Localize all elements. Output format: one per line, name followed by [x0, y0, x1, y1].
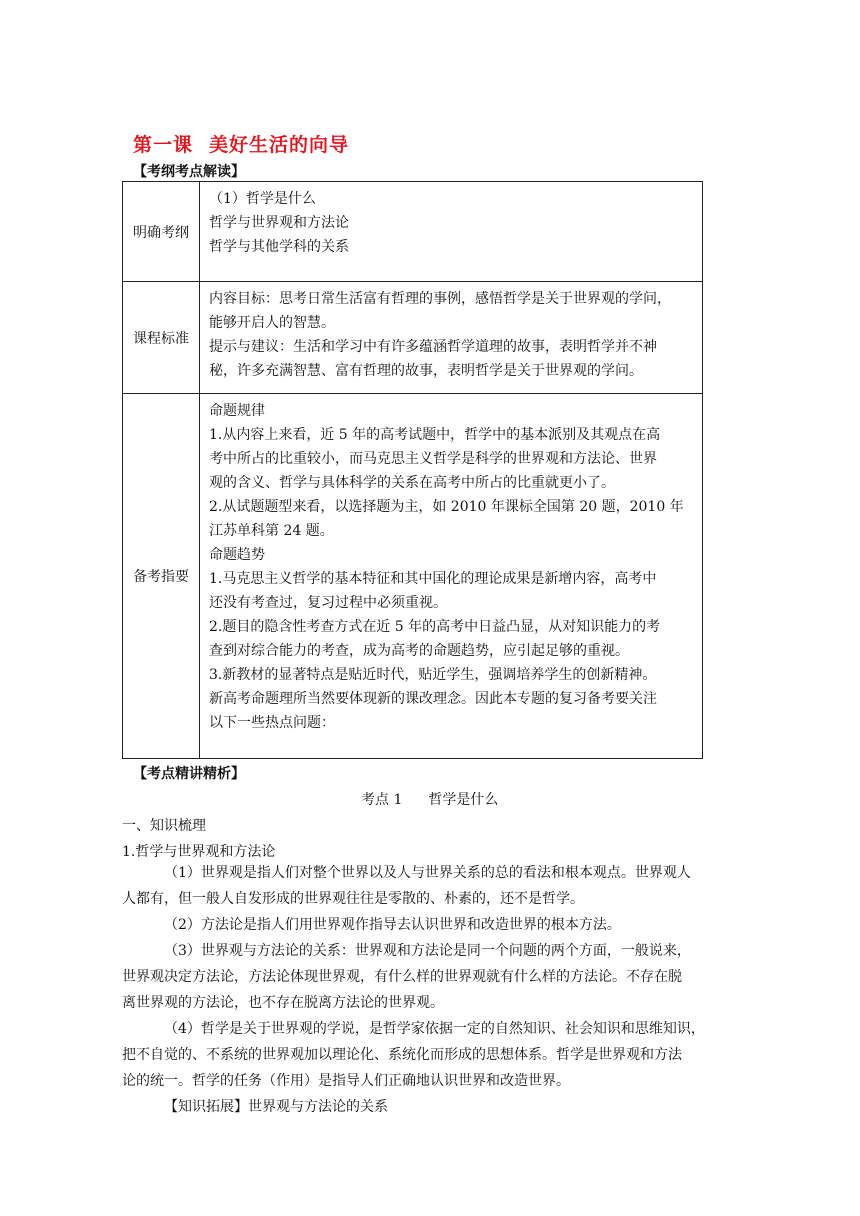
row-label: 课程标准	[123, 282, 200, 394]
lesson-number: 第一课	[133, 134, 194, 156]
lesson-name: 美好生活的向导	[209, 134, 350, 156]
extension-text: 世界观与方法论的关系	[248, 1099, 388, 1115]
kaodian-name: 哲学是什么	[428, 792, 499, 808]
section-heading-syllabus: 【考纲考点解读】	[133, 164, 245, 180]
section-heading-analysis: 【考点精讲精析】	[133, 766, 245, 782]
row-content: （1）哲学是什么 哲学与世界观和方法论 哲学与其他学科的关系	[200, 182, 703, 282]
paragraph: （4）哲学是关于世界观的学说，是哲学家依据一定的自然知识、社会知识和思维知识， 把不自觉的、不系统的世界观加以理论化、系统化而形成的思想体系。哲学是世界观和方法 论的统一。哲学的任务（作用）是指导人们正确地认识世界和改造世界。	[122, 1021, 705, 1089]
row-label: 备考指要	[123, 394, 200, 759]
kaodian-number: 考点 1	[361, 792, 403, 808]
kaodian-heading	[361, 789, 498, 809]
table-row	[123, 394, 703, 759]
zhishi-heading: 一、知识梳理	[122, 818, 206, 834]
paragraph: （1）世界观是指人们对整个世界以及人与世界关系的总的看法和根本观点。世界观人 人都有，但一般人自发形成的世界观往往是零散的、朴素的，还不是哲学。	[122, 865, 691, 907]
subheading: 1.哲学与世界观和方法论	[122, 844, 276, 860]
lesson-title	[133, 130, 349, 157]
paragraph: （2）方法论是指人们用世界观作指导去认识世界和改造世界的根本方法。	[164, 917, 621, 933]
row-label: 明确考纲	[123, 182, 200, 282]
row-content: 命题规律 1.从内容上来看，近 5 年的高考试题中，哲学中的基本派别及其观点在高 考中所占的比重较小，而马克思主义哲学是科学的世界观和方法论、世界 观的含义、哲学与具体科学的关系在高考中所占的比重就更小了。 2.从试题题型来看，以选择题为主，如 2010 年课标全国第 20 题，2010 年 江苏单科第 24 题。 命题趋势 1.马克思主义哲学的基本特征和其中国化的理论成果是新增内容，高考中 还没有考查过，复习过程中必须重视。 2.题目的隐含性考查方式在近 5 年的高考中日益凸显，从对知识能力的考 查到对综合能力的考查，成为高考的命题趋势，应引起足够的重视。 3.新教材的显著特点是贴近时代，贴近学生，强调培养学生的创新精神。 新高考命题理所当然要体现新的课改理念。因此本专题的复习备考要关注 以下一些热点问题：	[200, 394, 703, 759]
table-row	[123, 182, 703, 282]
row-content: 内容目标：思考日常生活富有哲理的事例，感悟哲学是关于世界观的学问， 能够开启人的智慧。 提示与建议：生活和学习中有许多蕴涵哲学道理的故事，表明哲学并不神 秘，许多充满智慧、富有哲理的故事，表明哲学是关于世界观的学问。	[200, 282, 703, 394]
syllabus-table	[122, 181, 703, 759]
paragraph: （3）世界观与方法论的关系：世界观和方法论是同一个问题的两个方面，一般说来， 世界观决定方法论，方法论体现世界观，有什么样的世界观就有什么样的方法论。不存在脱 离世界观的方法论，也不存在脱离方法论的世界观。	[122, 943, 691, 1011]
body-text	[122, 860, 707, 1120]
extension-tag: 【知识拓展】	[164, 1099, 248, 1115]
table-row	[123, 282, 703, 394]
knowledge-extension	[122, 1094, 707, 1120]
